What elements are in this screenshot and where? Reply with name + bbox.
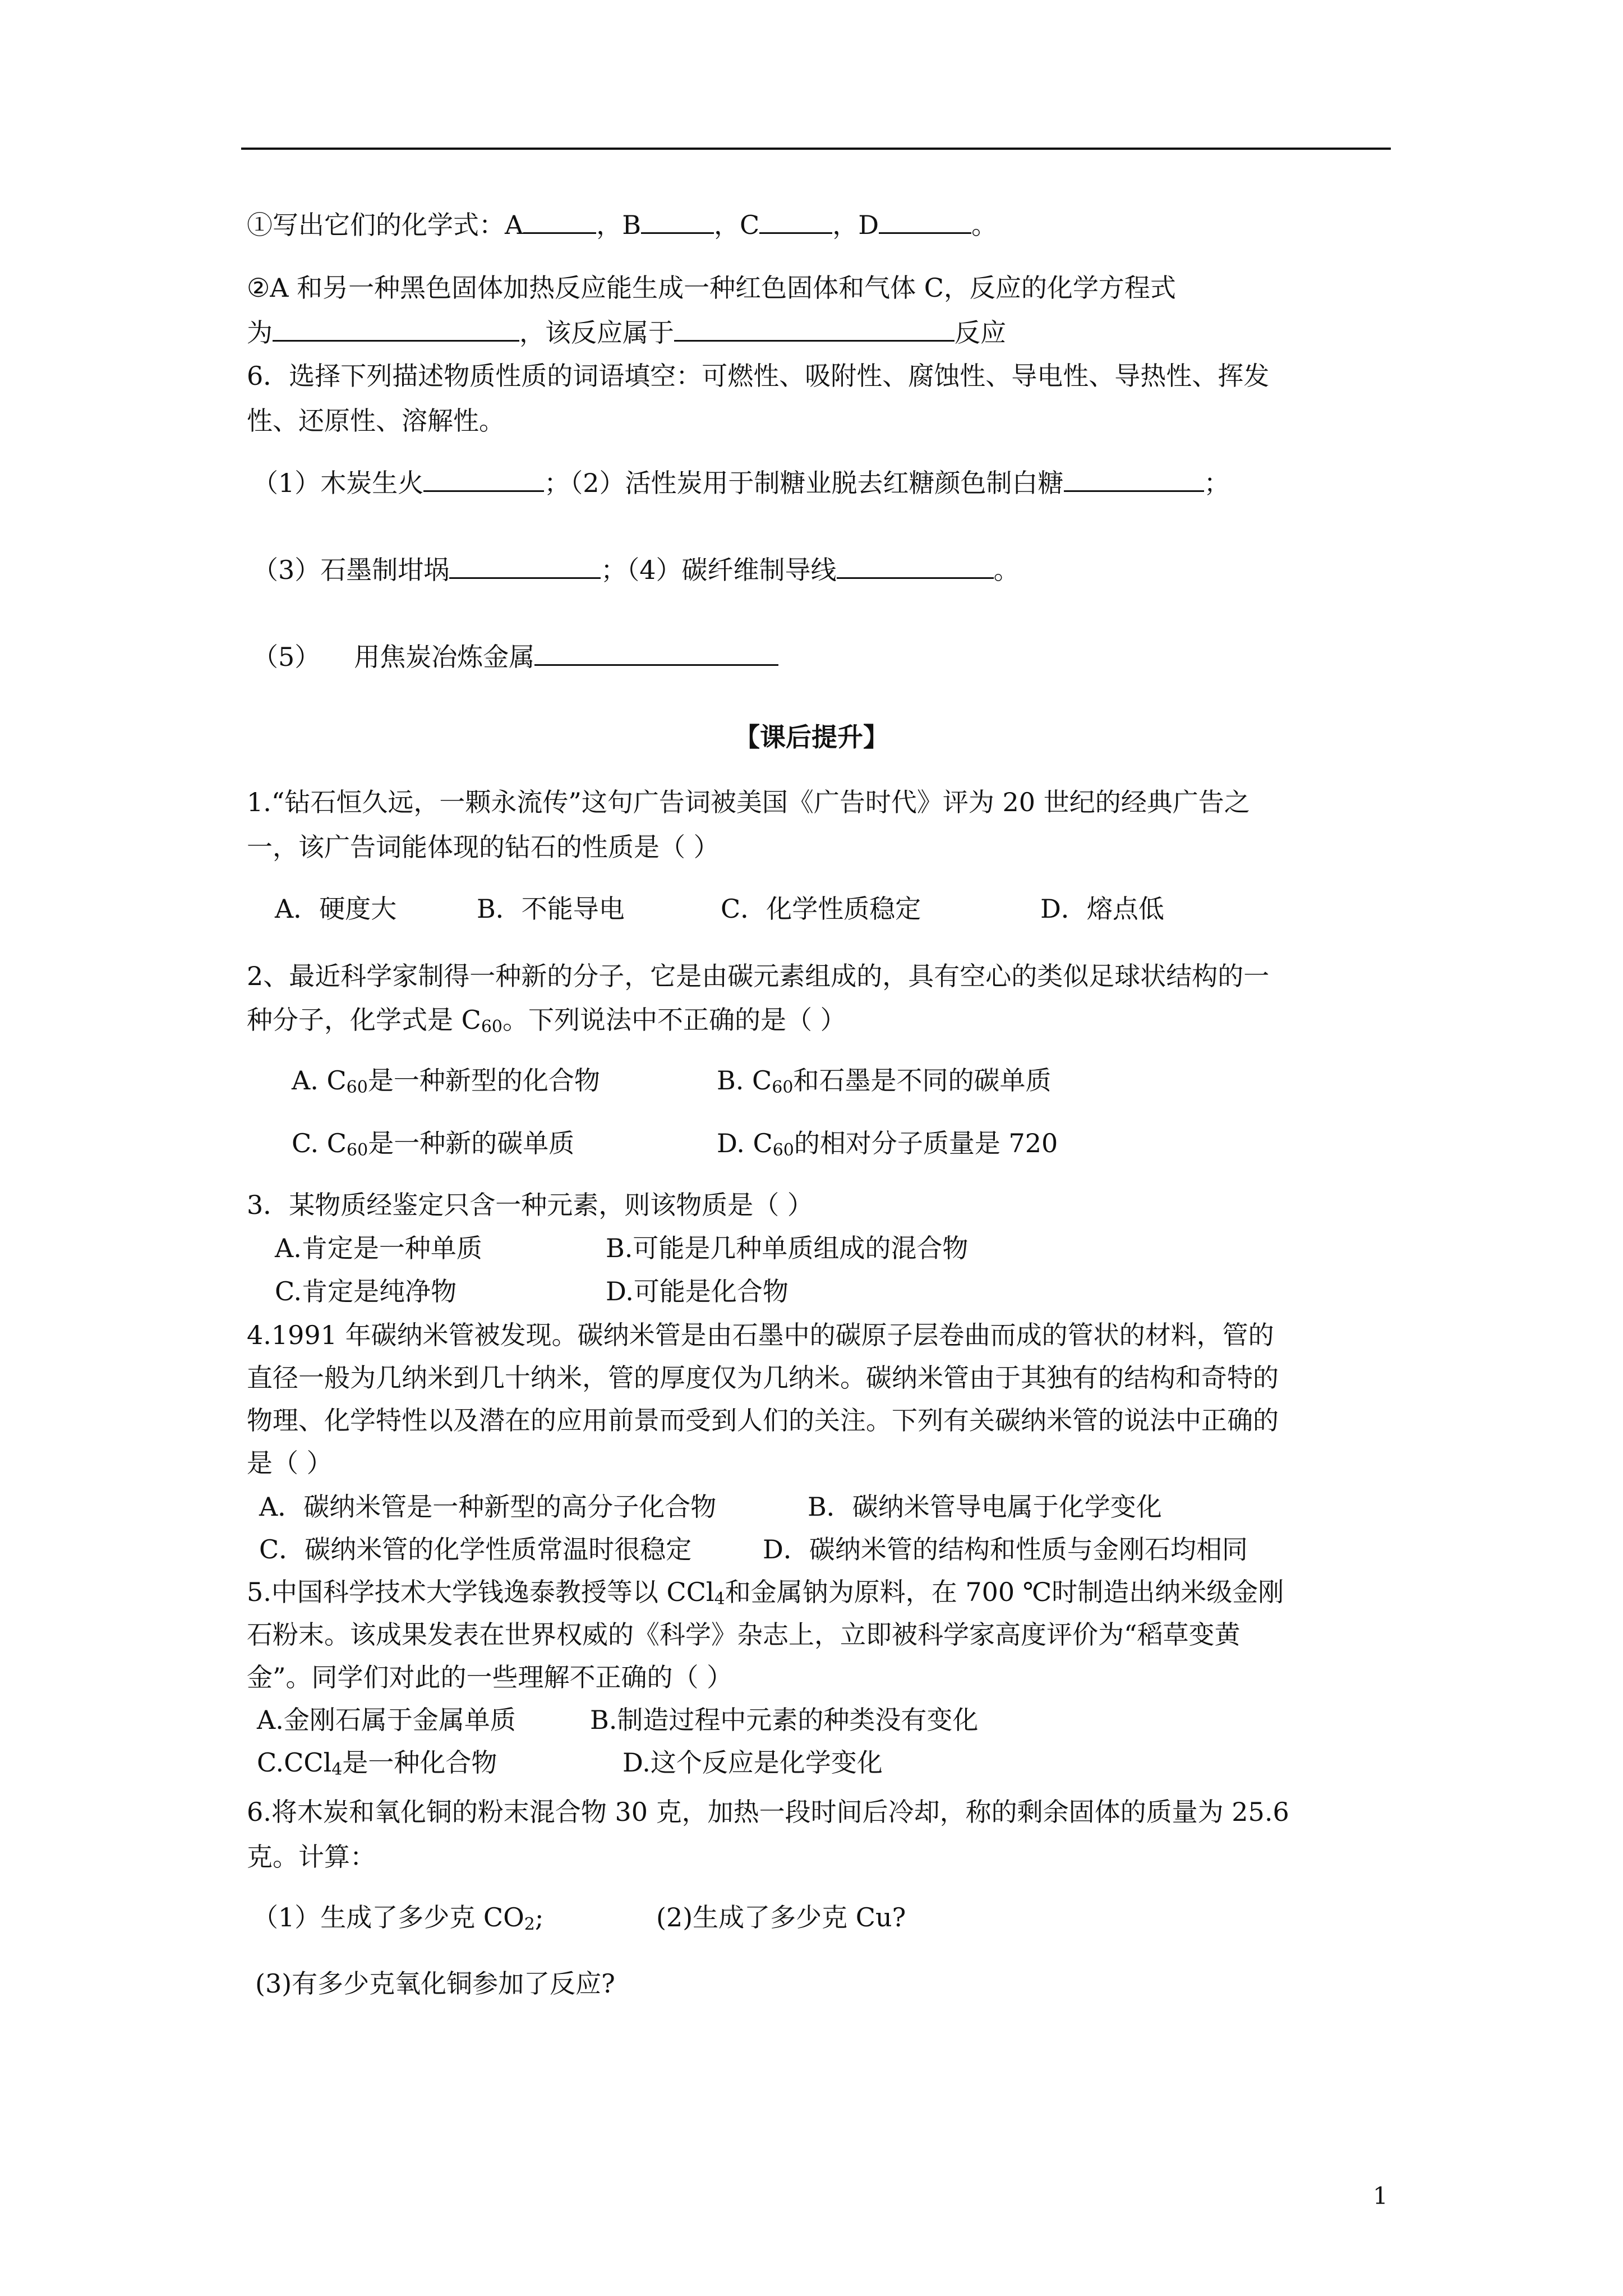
p1-option-a: A．硬度大	[275, 894, 397, 924]
blank-reaction-type	[674, 315, 955, 342]
q5-formula-line	[247, 208, 997, 242]
p2-option-a	[292, 1064, 600, 1105]
p2-option-b	[717, 1064, 1051, 1105]
p2-opt-d-sub: 60	[772, 1140, 794, 1160]
q6-line-3	[252, 466, 1230, 500]
p5-line-1	[247, 1575, 1284, 1616]
blank-b	[641, 208, 714, 234]
blank-q6-4	[837, 553, 994, 579]
p6-q1-post: ;	[534, 1902, 544, 1932]
q6-item1: （1）木炭生火	[252, 468, 424, 498]
p6-q1-sub: 2	[524, 1915, 535, 1934]
p2-option-d	[717, 1126, 1058, 1167]
q5-equation-line-2	[247, 315, 1006, 349]
p5-option-a: A.金刚石属于金属单质	[257, 1705, 516, 1735]
p2-option-c	[292, 1126, 574, 1167]
p2-line-2	[247, 1003, 846, 1044]
q6-line-5	[252, 639, 778, 674]
p4-line-3: 物理、化学特性以及潜在的应用前景而受到人们的关注。下列有关碳纳米管的说法中正确的	[247, 1405, 1279, 1435]
blank-a	[523, 208, 596, 234]
blank-c	[759, 208, 832, 234]
p6-line-1: 6.将木炭和氧化铜的粉末混合物 30 克，加热一段时间后冷却，称的剩余固体的质量为 25.6	[247, 1797, 1289, 1827]
p1-option-d: D．熔点低	[1040, 894, 1164, 924]
q6-item5-num: （5）	[252, 642, 321, 672]
p4-line-2: 直径一般为几纳米到几十纳米，管的厚度仅为几纳米。碳纳米管由于其独有的结构和奇特的	[247, 1363, 1279, 1393]
header-rule	[241, 148, 1391, 150]
q6-item4: ；（4）碳纤维制导线	[601, 555, 837, 585]
p1-line-1: 1.“钻石恒久远，一颗永流传”这句广告词被美国《广告时代》评为 20 世纪的经典广告之	[247, 787, 1250, 817]
p2-line-1: 2、最近科学家制得一种新的分子，它是由碳元素组成的，具有空心的类似足球状结构的一	[247, 961, 1270, 991]
section-title: 【课后提升】	[734, 722, 889, 752]
p2-opt-b-pre: B. C	[717, 1065, 772, 1096]
q5-sep-d: ，D	[832, 210, 879, 240]
q6-line4-end: 。	[993, 555, 1020, 585]
q5-line2-b: ，该反应属于	[519, 318, 674, 348]
blank-q6-2	[1064, 466, 1204, 492]
p5-line-3: 金”。同学们对此的一些理解不正确的（ ）	[247, 1662, 733, 1692]
blank-q6-1	[423, 466, 544, 492]
p2-opt-b-post: 和石墨是不同的碳单质	[793, 1065, 1052, 1096]
p2-opt-c-post: 是一种新的碳单质	[368, 1128, 575, 1158]
q5-end: 。	[971, 210, 998, 240]
q5-sep-c: ，C	[714, 210, 760, 240]
p5-line1-b: 和金属钠为原料，在 700 ℃时制造出纳米级金刚	[725, 1577, 1284, 1607]
p1-option-c: C．化学性质稳定	[721, 894, 921, 924]
p4-option-c: C．碳纳米管的化学性质常温时很稳定	[259, 1534, 692, 1565]
p3-option-c: C.肯定是纯净物	[275, 1276, 457, 1306]
p3-option-a: A.肯定是一种单质	[275, 1233, 482, 1263]
q6-prompt-line-2: 性、还原性、溶解性。	[247, 406, 505, 436]
p5-opt-c-pre: C.CCl	[257, 1747, 332, 1778]
p6-question-3: (3)有多少克氧化铜参加了反应?	[255, 1968, 615, 1999]
p4-line-4: 是（ ）	[247, 1448, 333, 1478]
blank-equation	[273, 315, 519, 342]
p4-option-a: A．碳纳米管是一种新型的高分子化合物	[259, 1492, 717, 1522]
p5-line-2: 石粉末。该成果发表在世界权威的《科学》杂志上，立即被科学家高度评价为“稻草变黄	[247, 1619, 1241, 1650]
q5-equation-line-1: ②A 和另一种黑色固体加热反应能生成一种红色固体和气体 C，反应的化学方程式	[247, 273, 1176, 303]
p5-opt-c-post: 是一种化合物	[342, 1747, 497, 1778]
q6-line3-end: ；	[1204, 468, 1230, 498]
p2-opt-a-pre: A. C	[292, 1065, 347, 1096]
blank-d	[879, 208, 971, 234]
p2-opt-d-post: 的相对分子质量是 720	[794, 1128, 1058, 1158]
p2-opt-b-sub: 60	[772, 1078, 794, 1097]
p6-line-2: 克。计算：	[247, 1842, 376, 1872]
p5-line1-sub: 4	[714, 1589, 725, 1609]
q6-item3: （3）石墨制坩埚	[252, 555, 450, 585]
q6-item2: ；（2）活性炭用于制糖业脱去红糖颜色制白糖	[544, 468, 1064, 498]
p2-line2-a: 种分子，化学式是 C	[247, 1005, 481, 1035]
q6-line-4	[252, 553, 1020, 587]
p4-line-1: 4.1991 年碳纳米管被发现。碳纳米管是由石墨中的碳原子层卷曲而成的管状的材料，管的	[247, 1320, 1274, 1350]
q5-line2-c: 反应	[955, 318, 1006, 348]
p3-option-d: D.可能是化合物	[606, 1276, 789, 1306]
p2-line2-b: 。下列说法中不正确的是（ ）	[502, 1005, 846, 1035]
p2-opt-a-post: 是一种新型的化合物	[367, 1065, 600, 1096]
p1-option-b: B．不能导电	[477, 894, 625, 924]
p3-option-b: B.可能是几种单质组成的混合物	[606, 1233, 969, 1263]
p6-question-2: (2)生成了多少克 Cu?	[656, 1902, 906, 1932]
p4-option-d: D．碳纳米管的结构和性质与金刚石均相同	[763, 1534, 1248, 1565]
p5-option-c	[257, 1746, 497, 1787]
p2-line2-sub: 60	[481, 1017, 503, 1037]
page-number: 1	[1373, 2182, 1388, 2210]
p3-line-1: 3．某物质经鉴定只含一种元素，则该物质是（ ）	[247, 1190, 813, 1220]
q5-sep-b: ，B	[596, 210, 642, 240]
p6-question-1	[252, 1901, 543, 1941]
q5-line2-a: 为	[247, 318, 273, 348]
blank-q6-3	[449, 553, 601, 579]
q6-prompt-line-1: 6．选择下列描述物质性质的词语填空：可燃性、吸附性、腐蚀性、导电性、导热性、挥发	[247, 361, 1270, 391]
p2-opt-c-sub: 60	[347, 1140, 368, 1160]
p1-line-2: 一，该广告词能体现的钻石的性质是（ ）	[247, 832, 720, 862]
p2-opt-d-pre: D. C	[717, 1128, 773, 1158]
p5-option-d: D.这个反应是化学变化	[623, 1747, 883, 1778]
q5-formula-prompt: ①写出它们的化学式：A	[247, 210, 524, 240]
p2-opt-a-sub: 60	[346, 1078, 368, 1097]
p4-option-b: B．碳纳米管导电属于化学变化	[808, 1492, 1162, 1522]
p5-option-b: B.制造过程中元素的种类没有变化	[590, 1705, 979, 1735]
p6-q1-pre: （1）生成了多少克 CO	[252, 1902, 524, 1932]
p5-opt-c-sub: 4	[331, 1760, 343, 1779]
blank-q6-5	[534, 639, 778, 666]
p5-line1-a: 5.中国科学技术大学钱逸泰教授等以 CCl	[247, 1577, 714, 1607]
p2-opt-c-pre: C. C	[292, 1128, 347, 1158]
q6-item5: 用焦炭冶炼金属	[354, 642, 535, 672]
